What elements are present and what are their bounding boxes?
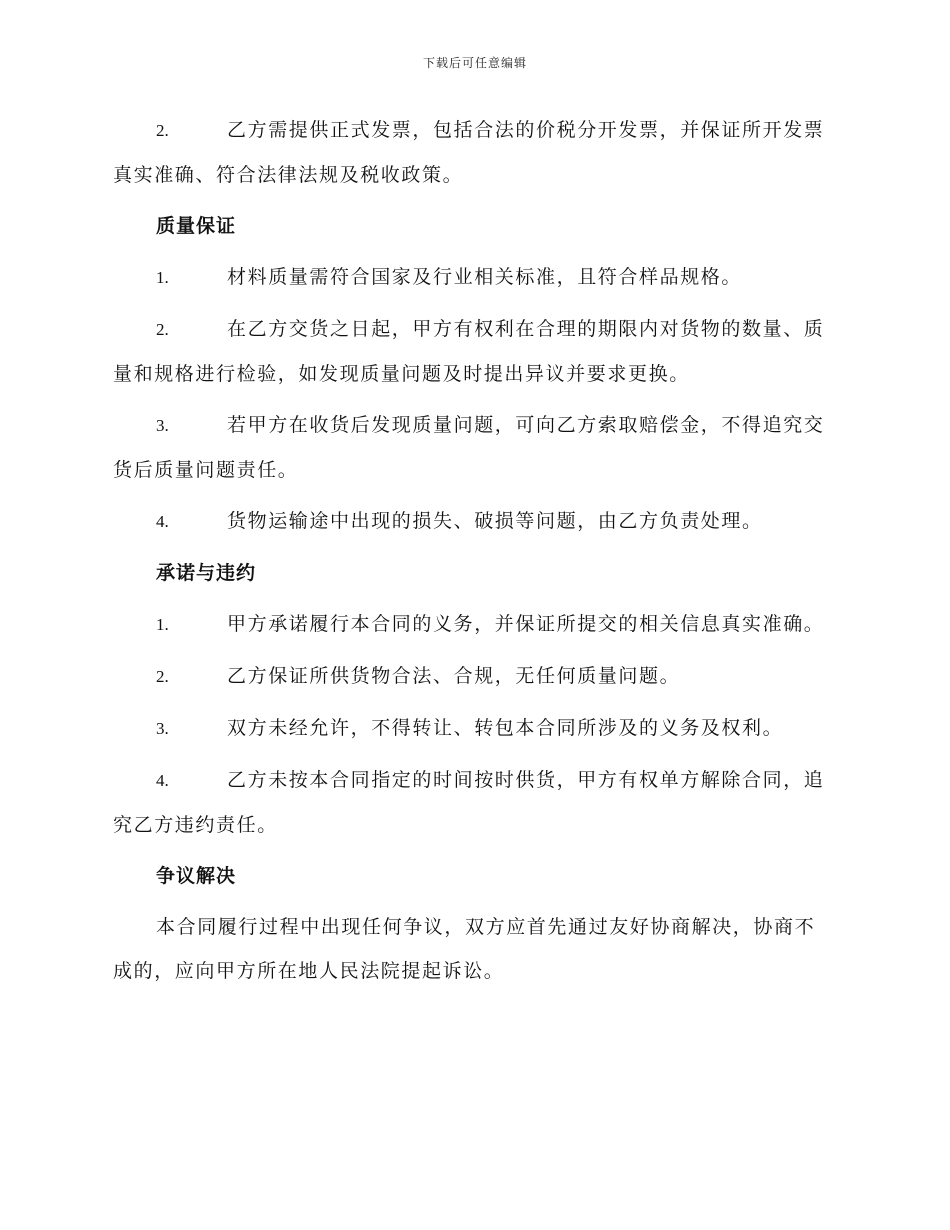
numbered-paragraph [113,403,833,492]
numbered-paragraph [113,706,833,751]
paragraph-text: 货物运输途中出现的损失、破损等问题，由乙方负责处理。 [227,510,763,532]
item-number: 2. [156,667,169,686]
item-number: 4. [156,771,169,790]
item-number: 2. [156,320,169,339]
body-paragraph: 本合同履行过程中出现任何争议，双方应首先通过友好协商解决，协商不成的，应向甲方所在地人民法院提起诉讼。 [113,916,816,982]
numbered-paragraph [113,758,833,847]
paragraph-text: 双方未经允许，不得转让、转包本合同所涉及的义务及权利。 [227,717,784,739]
paragraph-text: 在乙方交货之日起，甲方有权利在合理的期限内对货物的数量、质量和规格进行检验，如发现质量问题及时提出异议并要求更换。 [113,318,825,385]
item-number: 3. [156,719,169,738]
numbered-paragraph [113,602,833,647]
document-body [113,108,833,1000]
paragraph-text: 材料质量需符合国家及行业相关标准，且符合样品规格。 [227,266,743,288]
page-header: 下载后可任意编辑 [422,56,527,70]
paragraph-text: 乙方需提供正式发票，包括合法的价税分开发票，并保证所开发票真实准确、符合法律法规及税收政策。 [113,119,825,186]
numbered-paragraph [113,499,833,544]
numbered-paragraph [113,307,833,396]
paragraph-text: 若甲方在收货后发现质量问题，可向乙方索取赔偿金，不得追究交货后质量问题责任。 [113,414,825,481]
item-number: 1. [156,615,169,634]
item-number: 1. [156,268,169,287]
numbered-paragraph [113,654,833,699]
section-heading: 争议解决 [156,865,237,887]
paragraph-text: 乙方保证所供货物合法、合规，无任何质量问题。 [227,665,681,687]
numbered-paragraph [113,255,833,300]
paragraph-text: 乙方未按本合同指定的时间按时供货，甲方有权单方解除合同，追究乙方违约责任。 [113,769,825,836]
numbered-paragraph [113,108,833,197]
item-number: 2. [156,121,169,140]
paragraph-text: 甲方承诺履行本合同的义务，并保证所提交的相关信息真实准确。 [227,613,825,635]
item-number: 3. [156,416,169,435]
section-heading: 承诺与违约 [156,562,257,584]
item-number: 4. [156,512,169,531]
section-heading: 质量保证 [156,215,237,237]
